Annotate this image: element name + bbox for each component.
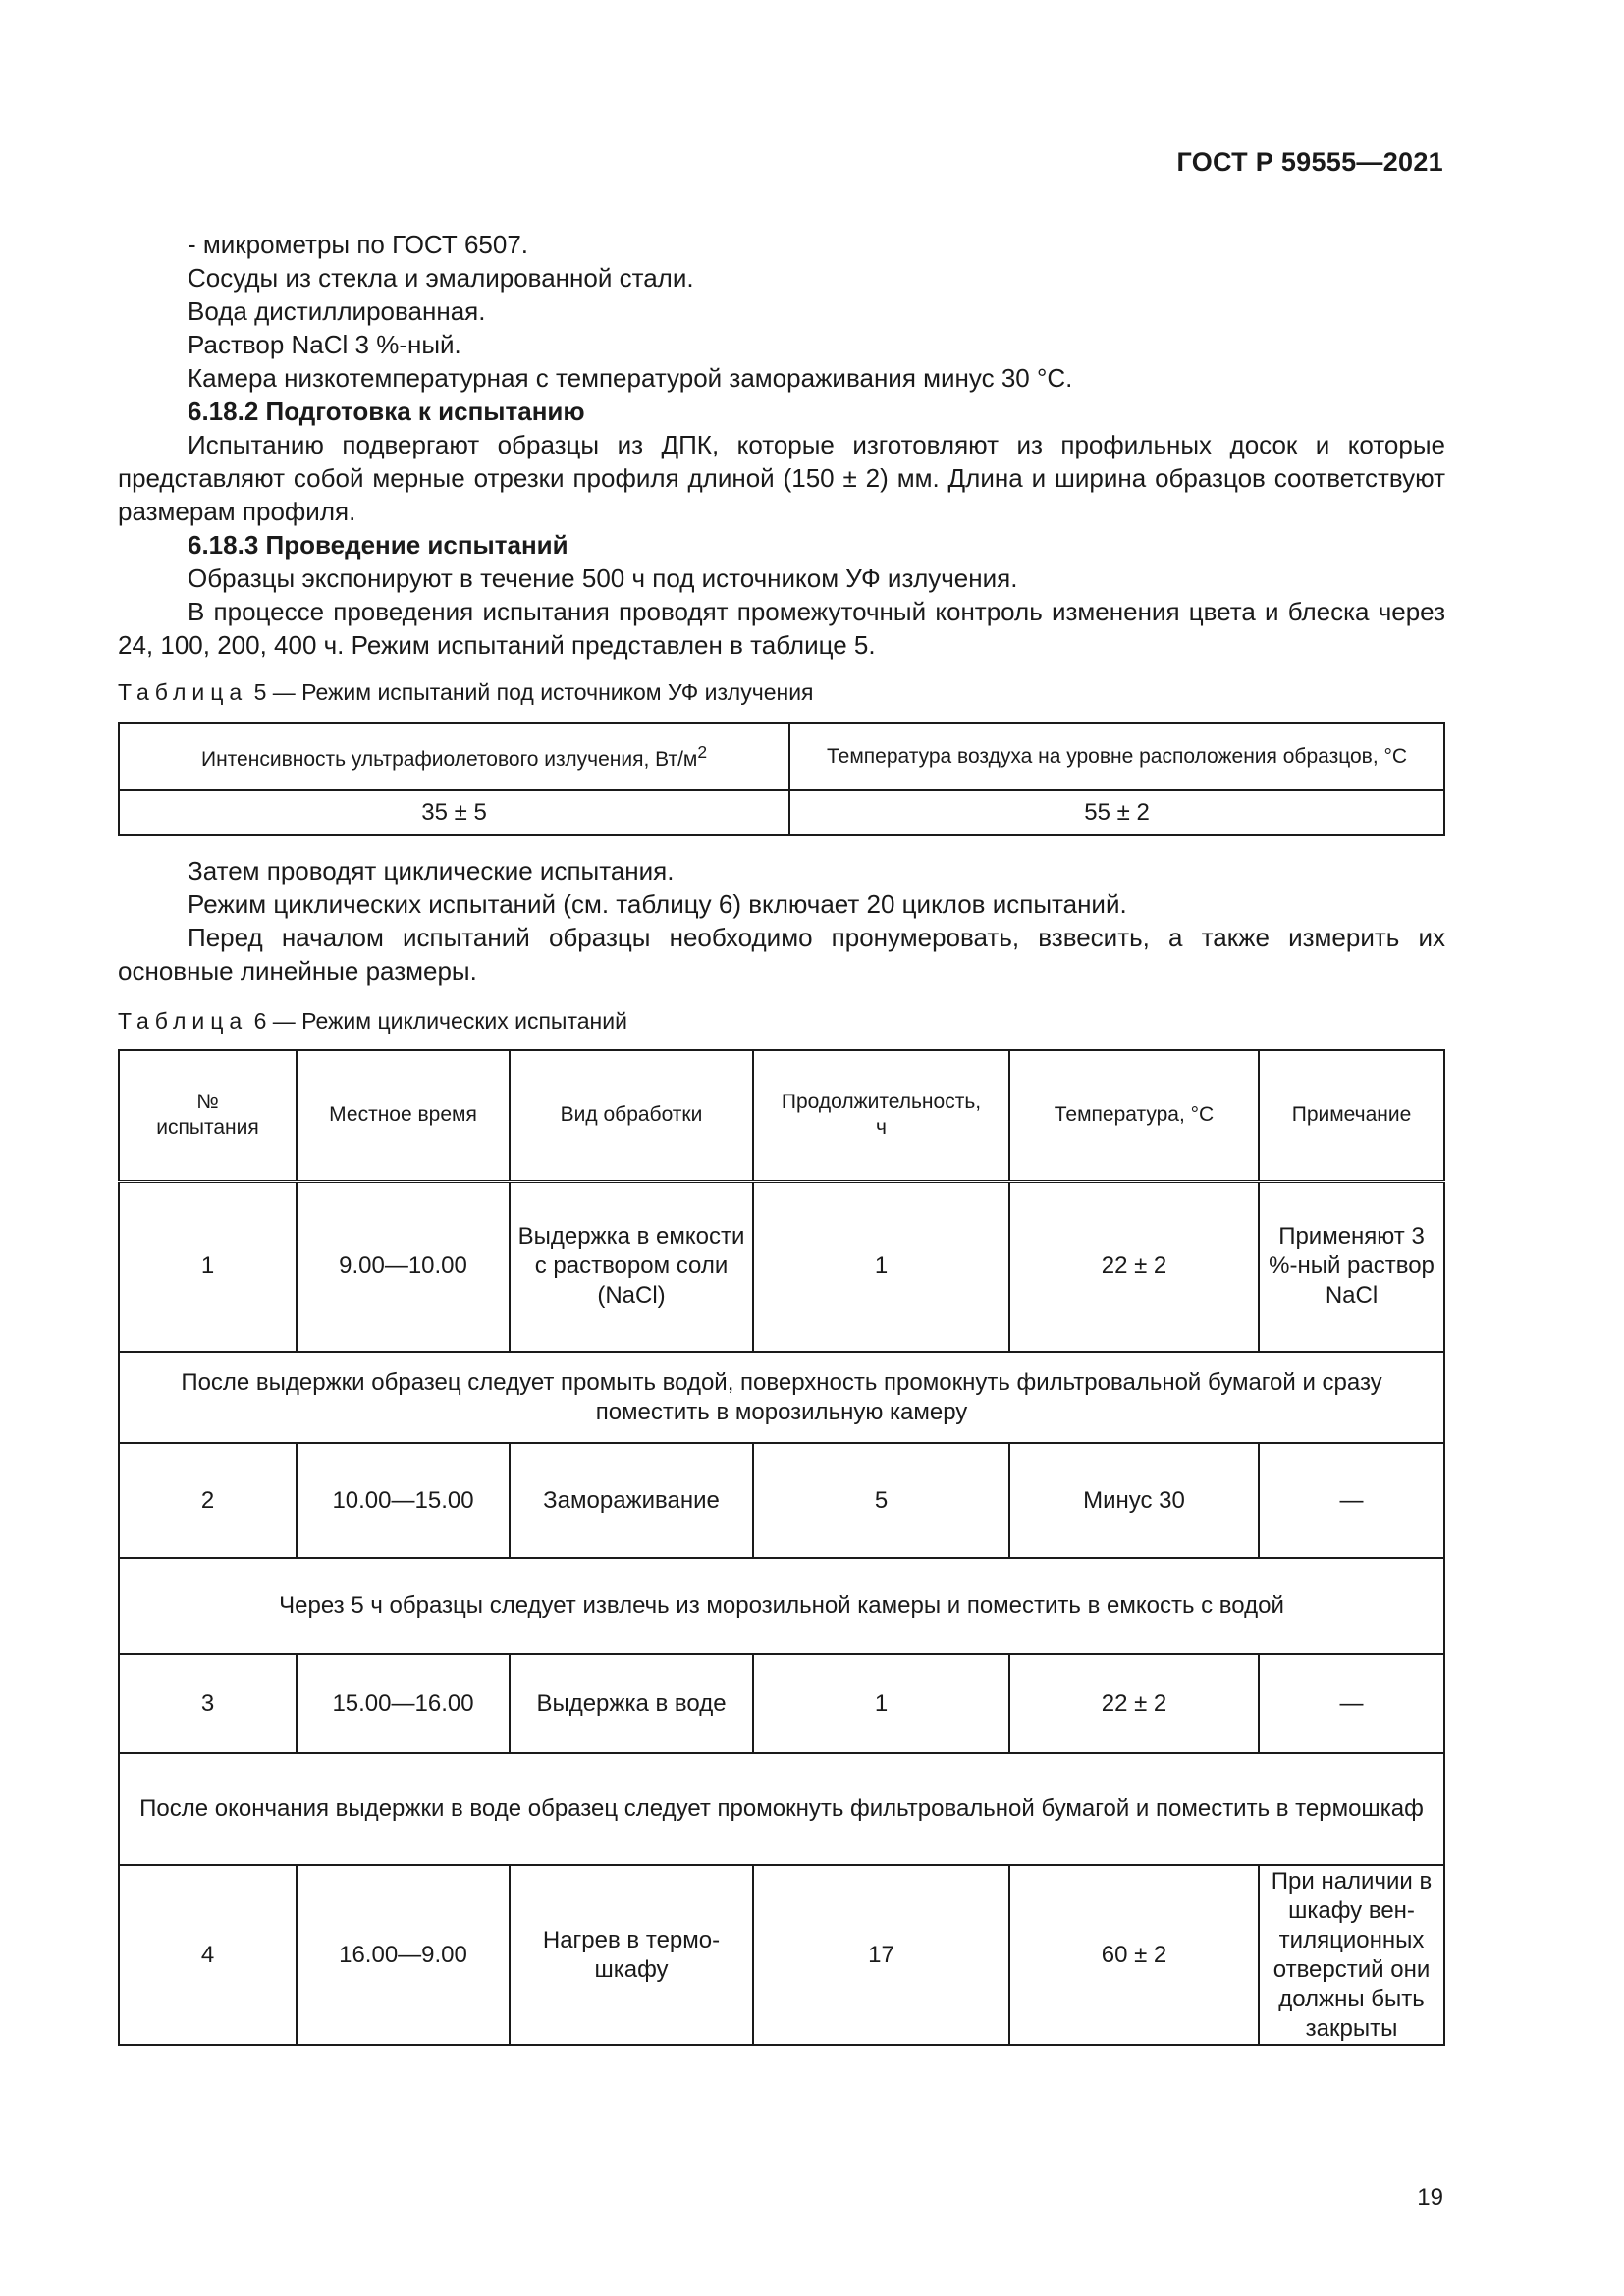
note-after-row3: После окончания выдержки в воде образец следует промокнуть фильтровальной бумагой и поместить в термошкаф [119, 1753, 1444, 1865]
row1-temperature: 22 ± 2 [1009, 1181, 1259, 1352]
table6-header-time: Местное время [297, 1050, 510, 1181]
table-row [119, 1654, 1444, 1753]
paragraph-intermediate-control: В процессе проведения испытания проводят промежуточный контроль изменения цвета и блеска через 24, 100, 200, 400 ч. Режим испытаний представлен в таблице 5. [118, 597, 1445, 660]
table5-value-row [119, 790, 1444, 835]
row1-treatment: Выдержка в емкости с раствором соли (NaCl) [510, 1181, 753, 1352]
row1-duration: 1 [753, 1181, 1009, 1352]
table5-header-temperature: Температура воздуха на уровне расположения образцов, °С [789, 723, 1444, 790]
page-number: 19 [1417, 2184, 1443, 2211]
table6-header-row [119, 1050, 1444, 1181]
table-row [119, 1443, 1444, 1558]
row4-treatment: Нагрев в термошкафу [510, 1865, 753, 2045]
paragraph-vessels: Сосуды из стекла и эмалированной стали. [188, 263, 694, 293]
paragraph-exposure: Образцы экспонируют в течение 500 ч под источником УФ излучения. [188, 563, 1018, 593]
row1-note: Применяют 3 %-ный раствор NaCl [1259, 1181, 1444, 1352]
paragraph-micrometers: - микрометры по ГОСТ 6507. [188, 230, 529, 259]
row2-temperature: Минус 30 [1009, 1443, 1259, 1558]
table-5 [118, 722, 1445, 836]
table-note-row [119, 1753, 1444, 1865]
table5-header-row [119, 723, 1444, 790]
table6-header-temperature: Температура, °С [1009, 1050, 1259, 1181]
paragraph-sample-prep: Перед началом испытаний образцы необходимо пронумеровать, взвесить, а также измерить их основные линейные размеры. [118, 923, 1445, 986]
table6-header-duration: Продолжительность, ч [753, 1050, 1009, 1181]
table5-caption-title: 5 — Режим испытаний под источником УФ излучения [253, 679, 814, 705]
paragraph-cyclic-count: Режим циклических испытаний (см. таблицу 6) включает 20 циклов испытаний. [188, 889, 1127, 919]
row4-note: При наличии в шкафу вентиляционных отверстий они должны быть закрыты [1259, 1865, 1444, 2045]
row2-num: 2 [119, 1443, 297, 1558]
row1-time: 9.00—10.00 [297, 1181, 510, 1352]
section-heading-testing: 6.18.3 Проведение испытаний [188, 530, 568, 560]
table6-caption [118, 1008, 627, 1035]
row3-time: 15.00—16.00 [297, 1654, 510, 1753]
paragraph-nacl: Раствор NaCl 3 %-ный. [188, 330, 461, 359]
document-header: ГОСТ Р 59555—2021 [1176, 147, 1443, 177]
row2-note: — [1259, 1443, 1444, 1558]
note-after-row2: Через 5 ч образцы следует извлечь из морозильной камеры и поместить в емкость с водой [119, 1558, 1444, 1654]
table-note-row [119, 1352, 1444, 1443]
table-row [119, 1181, 1444, 1352]
table6-caption-title: 6 — Режим циклических испытаний [253, 1008, 627, 1034]
row4-temperature: 60 ± 2 [1009, 1865, 1259, 2045]
table6-header-treatment: Вид обработки [510, 1050, 753, 1181]
paragraph-cyclic-intro: Затем проводят циклические испытания. [188, 856, 675, 885]
table5-value-intensity: 35 ± 5 [119, 790, 789, 835]
superscript-2: 2 [697, 742, 708, 762]
table-note-row [119, 1558, 1444, 1654]
body-text-middle [118, 854, 1445, 988]
table5-caption-word: Таблица [118, 679, 248, 705]
table6-header-note: Примечание [1259, 1050, 1444, 1181]
table6-caption-word: Таблица [118, 1008, 248, 1034]
table5-caption [118, 679, 814, 706]
row4-num: 4 [119, 1865, 297, 2045]
row3-temperature: 22 ± 2 [1009, 1654, 1259, 1753]
table5-header-intensity: Интенсивность ультрафиолетового излучения, $Вт/м^2$ [119, 723, 789, 790]
row4-time: 16.00—9.00 [297, 1865, 510, 2045]
table6-header-num: № испытания [119, 1050, 297, 1181]
row3-note: — [1259, 1654, 1444, 1753]
body-text-top [118, 228, 1445, 662]
table-row [119, 1865, 1444, 2045]
row1-num: 1 [119, 1181, 297, 1352]
paragraph-samples: Испытанию подвергают образцы из ДПК, которые изготовляют из профильных досок и которые представляют собой мерные отрезки профиля длиной (150 ± 2) мм. Длина и ширина образцов соответствуют размерам профиля. [118, 430, 1445, 526]
section-heading-preparation: 6.18.2 Подготовка к испытанию [188, 397, 585, 426]
row2-treatment: Замораживание [510, 1443, 753, 1558]
row2-time: 10.00—15.00 [297, 1443, 510, 1558]
note-after-row1: После выдержки образец следует промыть водой, поверхность промокнуть фильтровальной бумагой и сразу поместить в морозильную камеру [119, 1352, 1444, 1443]
row3-duration: 1 [753, 1654, 1009, 1753]
paragraph-chamber: Камера низкотемпературная с температурой замораживания минус 30 °С. [188, 363, 1073, 393]
row3-num: 3 [119, 1654, 297, 1753]
table-6 [118, 1049, 1445, 2046]
row3-treatment: Выдержка в воде [510, 1654, 753, 1753]
table5-value-temperature: 55 ± 2 [789, 790, 1444, 835]
paragraph-water: Вода дистиллированная. [188, 296, 486, 326]
row4-duration: 17 [753, 1865, 1009, 2045]
row2-duration: 5 [753, 1443, 1009, 1558]
